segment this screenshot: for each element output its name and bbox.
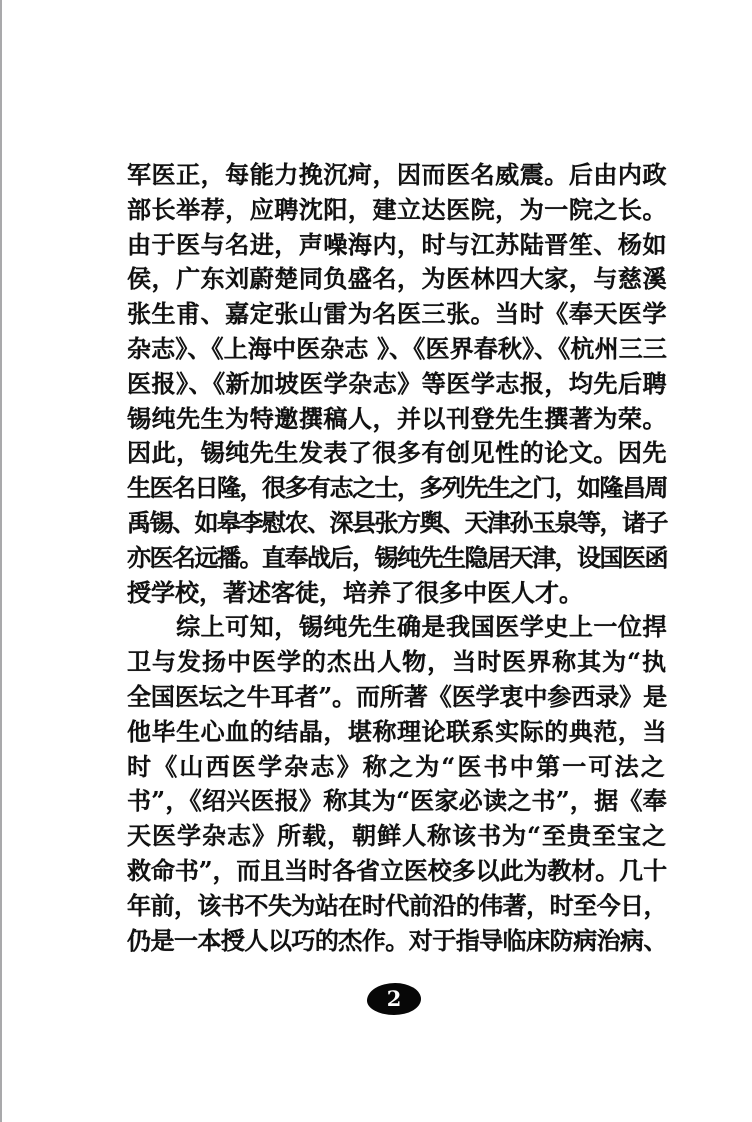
text-line: 书”，《绍兴医报》称其为“医家必读之书”，据《奉 — [127, 786, 667, 816]
page-number-badge — [367, 983, 421, 1015]
text-line: 锡纯先生为特邀撰稿人，并以刊登先生撰著为荣。 — [127, 403, 667, 433]
text-line: 亦医名远播。直奉战后，锡纯先生隐居天津，设国医函 — [127, 542, 667, 572]
text-line: 仍是一本授人以巧的杰作。对于指导临床防病治病、 — [127, 925, 667, 955]
text-line: 由于医与名进，声噪海内，时与江苏陆晋笙、杨如 — [127, 229, 667, 259]
body-text — [127, 158, 667, 958]
text-line: 卫与发扬中医学的杰出人物，当时医界称其为“执 — [127, 647, 667, 677]
text-line: 天医学杂志》所载，朝鲜人称该书为“至贵至宝之 — [127, 821, 667, 851]
text-line: 部长举荐，应聘沈阳，建立达医院，为一院之长。 — [127, 194, 667, 224]
text-line: 年前，该书不失为站在时代前沿的伟著，时至今日， — [127, 890, 667, 920]
text-line: 生医名日隆，很多有志之士，多列先生之门，如隆昌周 — [127, 473, 667, 503]
text-line: 侯，广东刘蔚楚同负盛名，为医林四大家，与慈溪 — [127, 264, 667, 294]
text-line: 杂志》、《上海中医杂志 》、《医界春秋》、《杭州三三 — [127, 333, 667, 363]
text-line: 军医正，每能力挽沉疴，因而医名威震。后由内政 — [127, 160, 667, 189]
text-line: 综上可知，锡纯先生确是我国医学史上一位捍 — [127, 612, 667, 642]
text-line: 救命书”，而且当时各省立医校多以此为教材。几十 — [127, 855, 667, 885]
text-line: 张生甫、嘉定张山雷为名医三张。当时《奉天医学 — [127, 299, 667, 329]
text-line: 因此，锡纯先生发表了很多有创见性的论文。因先 — [127, 438, 667, 468]
text-line: 医报》、《新加坡医学杂志》等医学志报，均先后聘 — [127, 368, 667, 398]
scan-edge-shadow — [0, 0, 2, 1122]
text-line: 全国医坛之牛耳者”。而所著《医学衷中参西录》是 — [127, 681, 667, 711]
page-number: 2 — [386, 985, 402, 1011]
text-line: 他毕生心血的结晶，堪称理论联系实际的典范，当 — [127, 716, 667, 746]
text-line: 授学校，著述客徒，培养了很多中医人才。 — [127, 577, 583, 607]
text-line: 时《山西医学杂志》称之为“医书中第一可法之 — [127, 751, 667, 781]
text-line: 禹锡、如皋李慰农、深县张方舆、天津孙玉泉等，诸子 — [127, 507, 667, 537]
